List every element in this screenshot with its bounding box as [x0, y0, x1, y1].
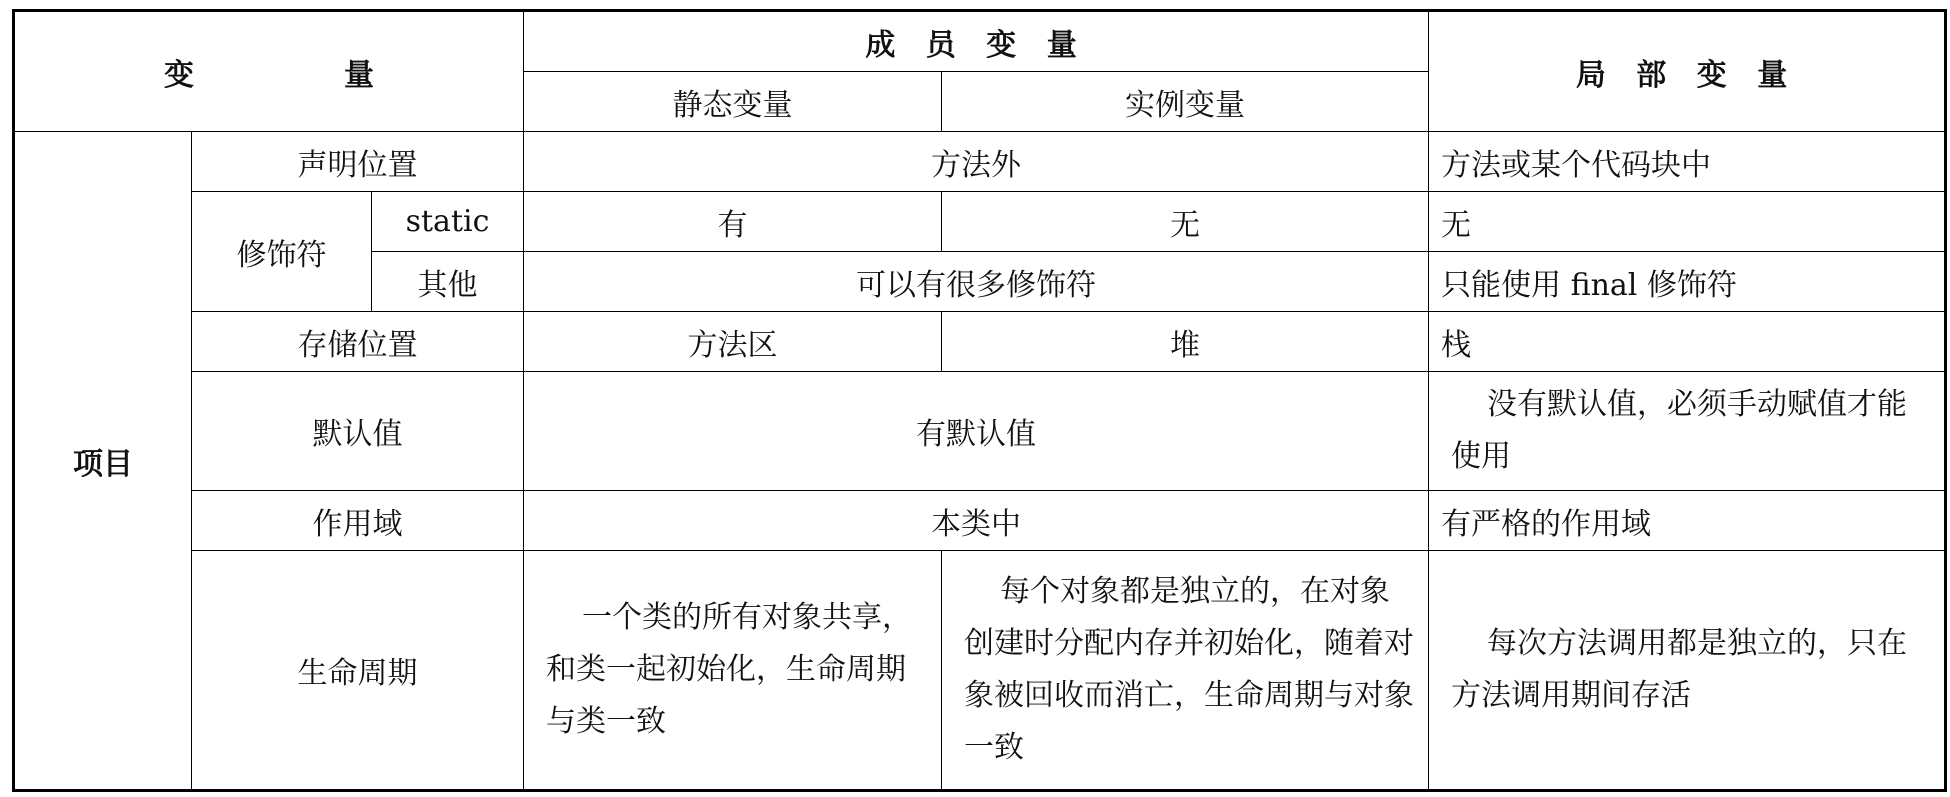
storage-static: 方法区 [524, 312, 942, 372]
label-storage: 存储位置 [192, 312, 524, 372]
modifier-static-static: 有 [524, 192, 942, 252]
header-row-1 [14, 11, 1946, 72]
label-scope: 作用域 [192, 491, 524, 551]
header-static-variable: 静态变量 [524, 72, 942, 132]
label-default-value: 默认值 [192, 372, 524, 491]
label-lifecycle: 生命周期 [192, 551, 524, 791]
modifier-static-local: 无 [1429, 192, 1946, 252]
modifier-static-instance: 无 [942, 192, 1429, 252]
modifier-other-local: 只能使用 final 修饰符 [1429, 252, 1946, 312]
declaration-member: 方法外 [524, 132, 1429, 192]
default-value-member: 有默认值 [524, 372, 1429, 491]
storage-local: 栈 [1429, 312, 1946, 372]
header-member-variables: 成 员 变 量 [524, 11, 1429, 72]
lifecycle-instance: 每个对象都是独立的，在对象创建时分配内存并初始化，随着对象被回收而消亡，生命周期与对象一致 [942, 551, 1429, 791]
lifecycle-local: 每次方法调用都是独立的，只在方法调用期间存活 [1429, 551, 1946, 791]
row-storage [14, 312, 1946, 372]
label-modifier-other: 其他 [372, 252, 524, 312]
row-lifecycle [14, 551, 1946, 791]
row-declaration [14, 132, 1946, 192]
default-value-local: 没有默认值，必须手动赋值才能使用 [1429, 372, 1946, 491]
row-default-value [14, 372, 1946, 491]
modifier-other-member: 可以有很多修饰符 [524, 252, 1429, 312]
scope-member: 本类中 [524, 491, 1429, 551]
declaration-local: 方法或某个代码块中 [1429, 132, 1946, 192]
label-modifier: 修饰符 [192, 192, 372, 312]
header-variable: 变 量 [14, 11, 524, 132]
label-modifier-static: static [372, 192, 524, 252]
scope-local: 有严格的作用域 [1429, 491, 1946, 551]
header-local-variable: 局 部 变 量 [1429, 11, 1946, 132]
header-instance-variable: 实例变量 [942, 72, 1429, 132]
storage-instance: 堆 [942, 312, 1429, 372]
lifecycle-static: 一个类的所有对象共享，和类一起初始化，生命周期与类一致 [524, 551, 942, 791]
label-declaration: 声明位置 [192, 132, 524, 192]
row-modifier-static [14, 192, 1946, 252]
row-scope [14, 491, 1946, 551]
variable-comparison-table [12, 9, 1947, 792]
group-label: 项目 [14, 132, 192, 791]
